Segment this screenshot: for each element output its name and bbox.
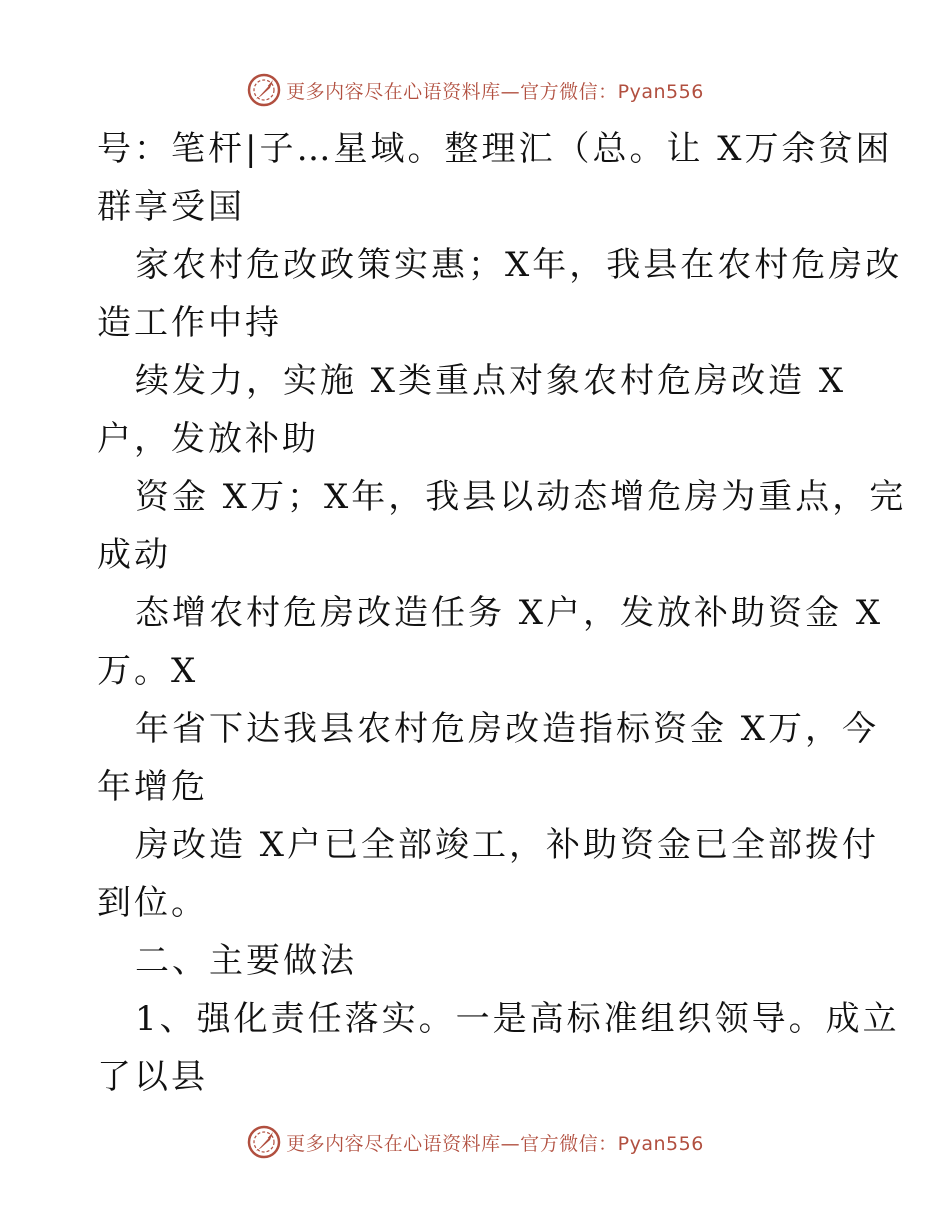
watermark-text: 更多内容尽在心语资料库—官方微信：Pyan556 <box>286 1132 704 1155</box>
text-line: 二、主要做法 <box>135 941 357 981</box>
text-line: 年增危 <box>97 767 208 807</box>
header-watermark <box>0 72 950 108</box>
text-line: 家农村危改政策实惠；X年，我县在农村危房改 <box>135 245 903 285</box>
text-line: 户，发放补助 <box>97 419 319 459</box>
quill-seal-logo-icon <box>246 1124 282 1160</box>
text-line: 了以县 <box>97 1057 208 1097</box>
text-line: 成动 <box>97 535 171 575</box>
text-line: 年省下达我县农村危房改造指标资金 X万，今 <box>135 709 880 749</box>
text-line: 号：笔杆|子…星域。整理汇（总。让 X万余贫困 <box>97 129 893 169</box>
text-line: 造工作中持 <box>97 303 282 343</box>
text-line: 到位。 <box>97 883 208 923</box>
quill-seal-logo-icon <box>246 72 282 108</box>
text-line: 态增农村危房改造任务 X户，发放补助资金 X <box>135 593 884 633</box>
footer-watermark <box>0 1124 950 1160</box>
text-line: 资金 X万；X年，我县以动态增危房为重点，完 <box>135 477 907 517</box>
text-line: 群享受国 <box>97 187 245 227</box>
text-line: 续发力，实施 X类重点对象农村危房改造 X <box>135 361 847 401</box>
text-line: 1、强化责任落实。一是高标准组织领导。成立 <box>135 999 900 1039</box>
text-line: 万。X <box>97 651 199 691</box>
document-body <box>97 120 907 1106</box>
watermark-text: 更多内容尽在心语资料库—官方微信：Pyan556 <box>286 80 704 103</box>
text-line: 房改造 X户已全部竣工，补助资金已全部拨付 <box>135 825 880 865</box>
